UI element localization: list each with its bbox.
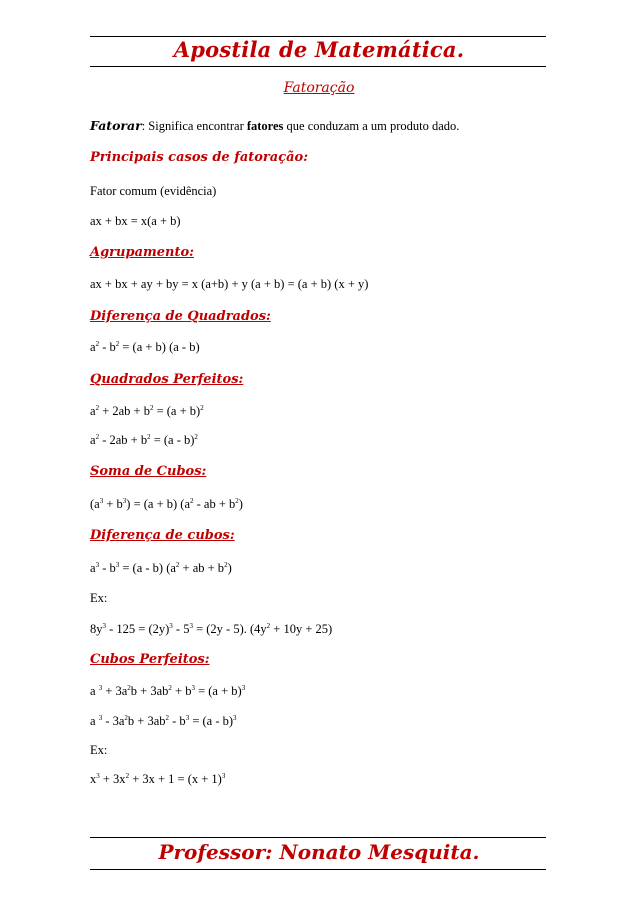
- diferenca-cubos-example: $8y^3 - 125 = (2y)^3 - 5^3 = (2y - 5)$. $(4y^2 + 10y + 25)$: [90, 622, 333, 636]
- heading-diferenca-quadrados: Diferença de Quadrados:: [90, 309, 271, 324]
- quadrados-perfeitos-formula-1: $a^2 + 2ab + b^2 = (a + b)^2$: [90, 404, 204, 418]
- heading-agrupamento: Agrupamento:: [90, 245, 194, 260]
- footer-rule-bottom: [90, 869, 546, 870]
- diferenca-quadrados-formula: $a^2 - b^2 = (a + b)$ (a - b): [90, 340, 200, 354]
- heading-quadrados-perfeitos: Quadrados Perfeitos:: [90, 372, 244, 387]
- page-subtitle: Fatoração: [283, 80, 355, 96]
- cubos-perfeitos-ex-label: Ex:: [90, 743, 108, 757]
- agrupamento-formula: ax + bx + ay + by = x (a+b) + y (a + b) = (a + b) (x + y): [90, 277, 369, 291]
- soma-cubos-formula: $(a^3 + b^3) = (a + b)$ ($a^2$ - ab + $b^2$): [90, 497, 243, 511]
- quadrados-perfeitos-formula-2: $a^2 - 2ab + b^2 = (a - b)^2$: [90, 433, 198, 447]
- intro-bold-word: fatores: [246, 119, 284, 133]
- heading-soma-cubos: Soma de Cubos:: [90, 464, 207, 479]
- cubos-perfeitos-formula-1: a $^3 + 3a^2b + 3ab^2 + b^3 = (a + b)^3$: [90, 684, 246, 698]
- footer-rule-top: [90, 837, 546, 838]
- heading-cubos-perfeitos: Cubos Perfeitos:: [90, 652, 210, 667]
- cubos-perfeitos-example: $x^3 + 3x^2 + 3x + 1 = (x + 1)^3$: [90, 772, 226, 786]
- heading-principais-casos: Principais casos de fatoração:: [90, 150, 308, 165]
- fator-comum-label: Fator comum (evidência): [90, 184, 217, 198]
- cubos-perfeitos-formula-2: a $^3 - 3a^2b + 3ab^2 - b^3 = (a - b)^3$: [90, 714, 237, 728]
- footer-author: Professor: Nonato Mesquita.: [158, 840, 480, 864]
- fator-comum-formula: ax + bx = x(a + b): [90, 214, 181, 228]
- intro-term: Fatorar: [90, 118, 142, 133]
- header-rule-bottom: [90, 66, 546, 67]
- intro-definition: [90, 118, 459, 134]
- heading-diferenca-cubos: Diferença de cubos:: [90, 528, 235, 543]
- diferenca-cubos-ex-label: Ex:: [90, 591, 108, 605]
- intro-text-before: : Significa encontrar: [141, 119, 247, 133]
- document-title: Apostila de Matemática.: [173, 37, 465, 62]
- diferenca-cubos-formula: $a^3 - b^3 = (a - b) (a^2$ + ab + $b^2$): [90, 561, 232, 575]
- intro-text-after: que conduzam a um produto dado.: [283, 119, 460, 133]
